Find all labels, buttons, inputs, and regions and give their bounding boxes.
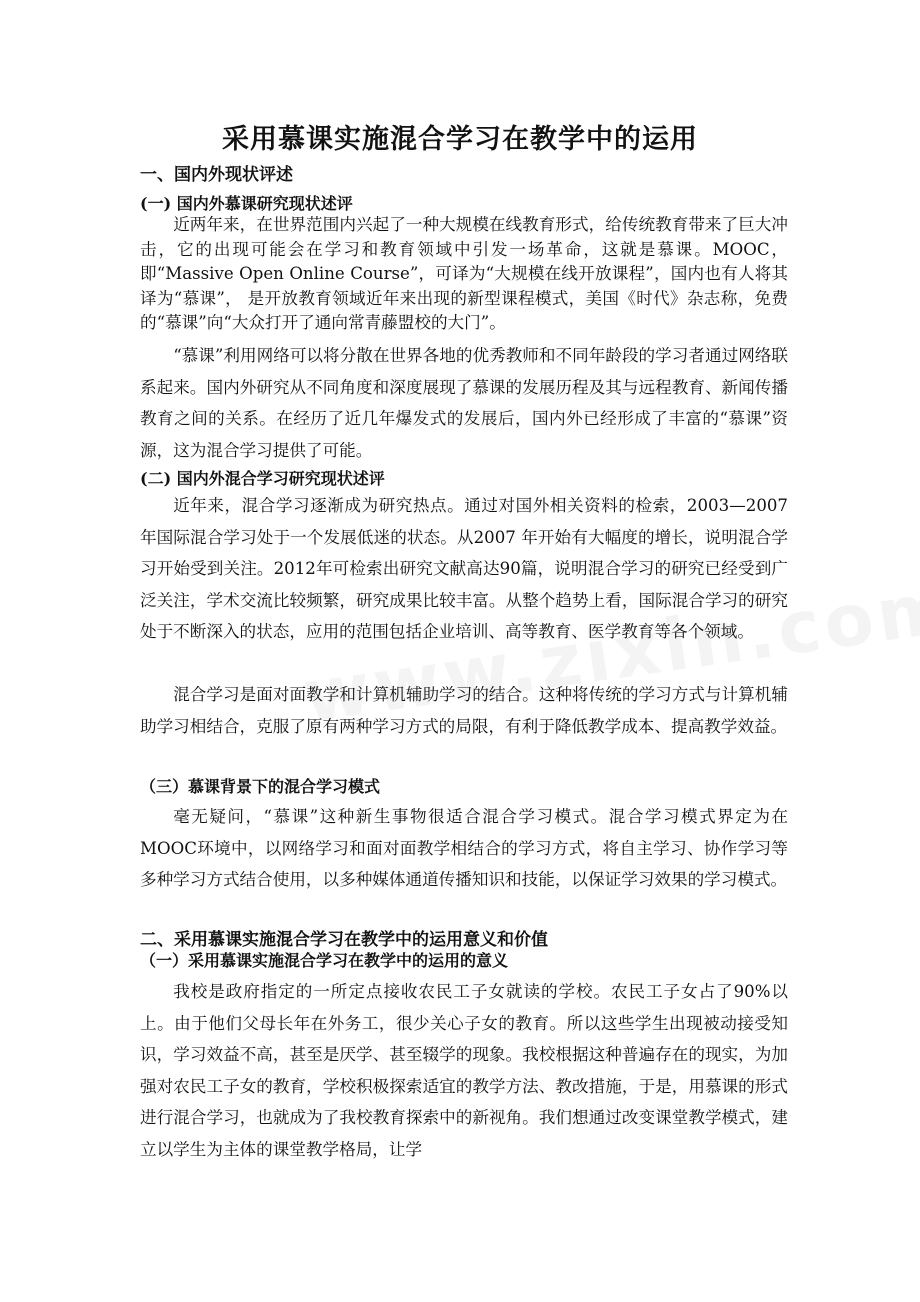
document-title: 采用慕课实施混合学习在教学中的运用 — [222, 124, 698, 155]
paragraph-6: 我校是政府指定的一所定点接收农民工子女就读的学校。农民工子女占了90%以上。由于他们父母长年在外务工，很少关心子女的教育。所以这些学生出现被动接受知识，学习效益不高，甚至是厌学、甚至辍学的现象。我校根据这种普遍存在的现实，为加强对农民工子女的教育，学校积极探索适宜的教学方法、教改措施，于是，用慕课的形式进行混合学习，也就成为了我校教育探索中的新视角。我们想通过改变课堂教学模式，建立以学生为主体的课堂教学格局，让学 — [140, 982, 788, 1159]
paragraph-2: “慕课”利用网络可以将分散在世界各地的优秀教师和不同年龄段的学习者通过网络联系起来。国内外研究从不同角度和深度展现了慕课的发展历程及其与远程教育、新闻传播教育之间的关系。在经历了近几年爆发式的发展后，国内外已经形成了丰富的“慕课”资源，这为混合学习提供了可能。 — [140, 346, 788, 460]
subsection-heading-1-2: (二) 国内外混合学习研究现状述评 — [140, 469, 385, 488]
paragraph-4: 混合学习是面对面教学和计算机辅助学习的结合。这种将传统的学习方式与计算机辅助学习相结合，克服了原有两种学习方式的局限，有利于降低教学成本、提高教学效益。 — [140, 685, 788, 736]
paragraph-3: 近年来，混合学习逐渐成为研究热点。通过对国外相关资料的检索，2003—2007 年国际混合学习处于一个发展低迷的状态。从2007 年开始有大幅度的增长，说明混合学习开始受到关注。2012年可检索出研究文献高达90篇，说明混合学习的研究已经受到广泛关注，学术交流比较频繁，研究成果比较丰富。从整个趋势上看，国际混合学习的研究处于不断深入的状态，应用的范围包括企业培训、高等教育、医学教育等各个领域。 — [140, 496, 788, 641]
subsection-heading-1-1: (一) 国内外慕课研究现状述评 — [140, 194, 353, 213]
paragraph-1: 近两年来，在世界范围内兴起了一种大规模在线教育形式，给传统教育带来了巨大冲击，它的出现可能会在学习和教育领域中引发一场革命，这就是慕课。MOOC，即“Massive Open Online Course”，可译为“大规模在线开放课程”，国内也有人将其译为“慕课”， 是开放教育领域近年来出现的新型课程模式，美国《时代》杂志称，免费的“慕课”向“大众打开了通向常青藤盟校的大门”。 — [140, 215, 788, 332]
section-heading-1: 一、国内外现状评述 — [140, 165, 293, 185]
subsection-heading-1-3: （三）慕课背景下的混合学习模式 — [140, 777, 381, 796]
subsection-heading-2-1: （一）采用慕课实施混合学习在教学中的运用的意义 — [140, 951, 509, 970]
paragraph-5: 毫无疑问，“慕课”这种新生事物很适合混合学习模式。混合学习模式界定为在MOOC环境中，以网络学习和面对面教学相结合的学习方式，将自主学习、协作学习等多种学习方式结合使用，以多种媒体通道传播知识和技能，以保证学习效果的学习模式。 — [140, 807, 788, 889]
section-heading-2: 二、采用慕课实施混合学习在教学中的运用意义和价值 — [140, 930, 548, 950]
